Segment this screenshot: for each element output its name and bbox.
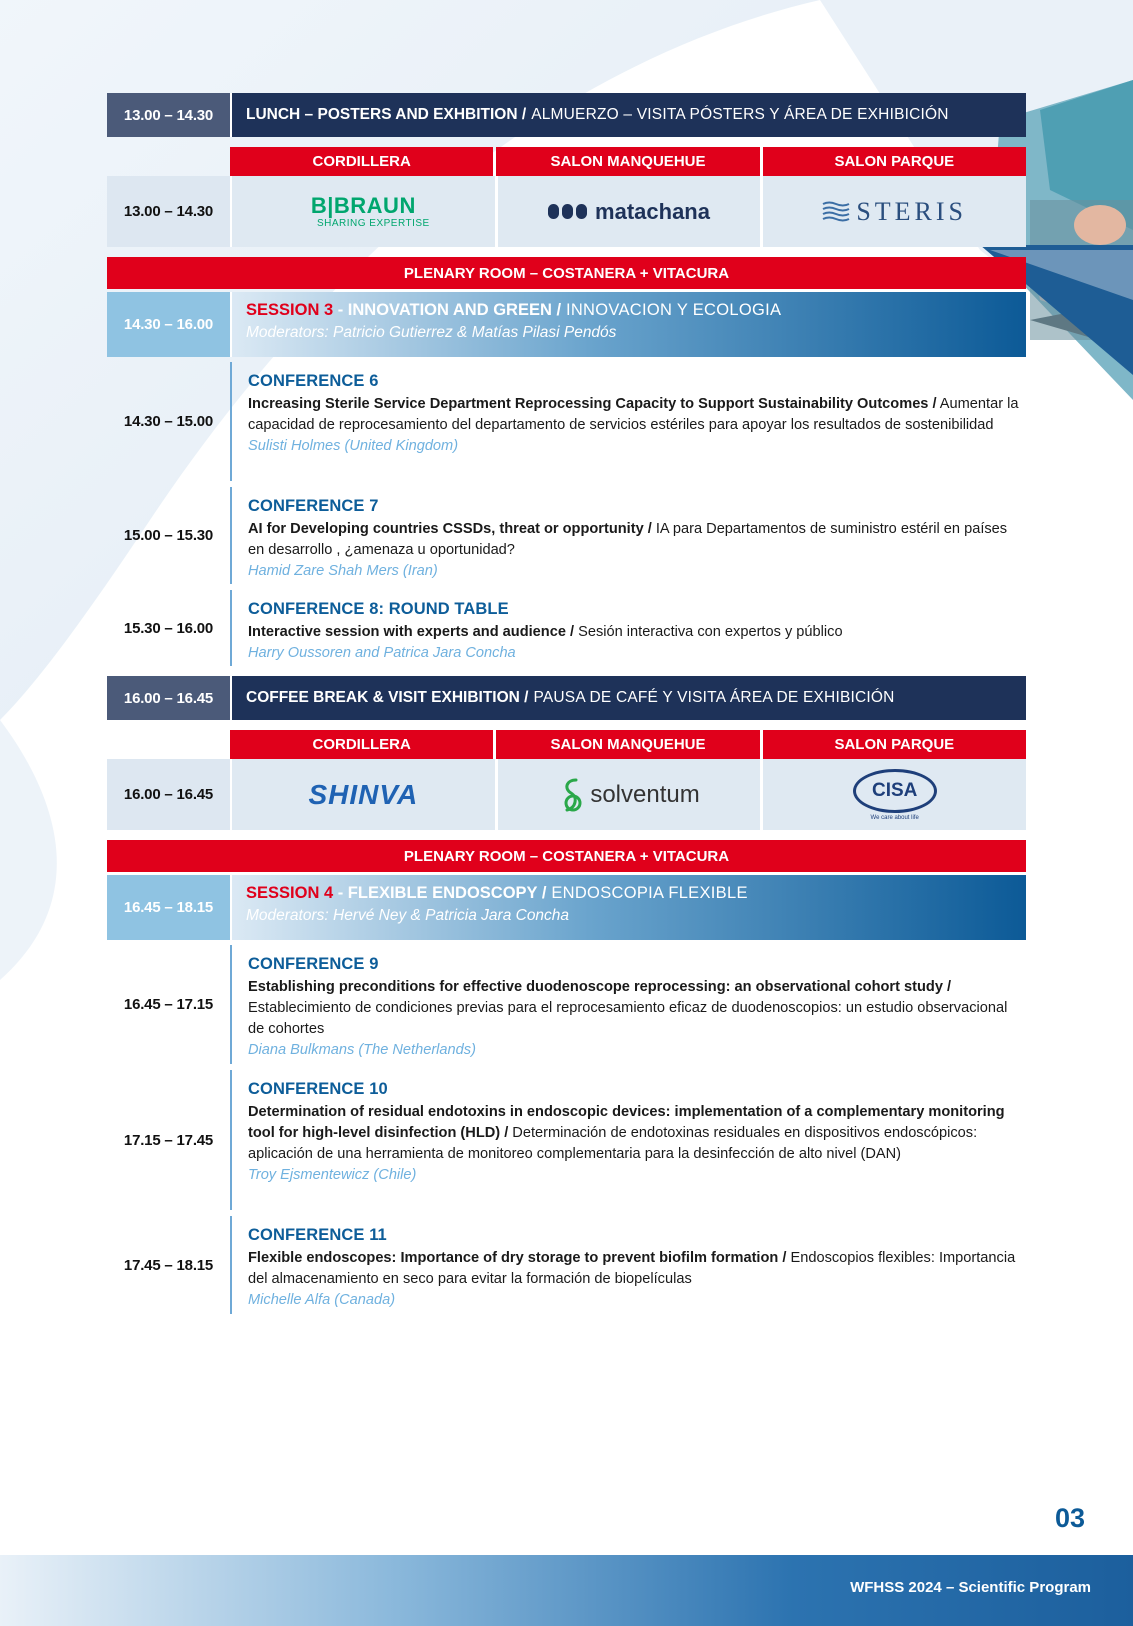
room-salon-manquehue: SALON MANQUEHUE — [496, 147, 759, 176]
conference-9-time: 16.45 – 17.15 — [123, 996, 214, 1013]
conference-7-title-en: AI for Developing countries CSSDs, threat or opportunity / — [248, 521, 652, 537]
session-3-title-en: - INNOVATION AND GREEN / — [333, 301, 562, 319]
conference-11-speaker: Michelle Alfa (Canada) — [248, 1292, 396, 1308]
footer-title: WFHSS 2024 – Scientific Program — [850, 1579, 1091, 1596]
conference-7-description — [248, 519, 1026, 561]
conference-8-title-es: Sesión interactiva con expertos y público — [574, 624, 843, 640]
conference-8-speaker: Harry Oussoren and Patrica Jara Concha — [248, 645, 516, 661]
conference-8 — [107, 590, 1026, 666]
conference-8-title-en: Interactive session with experts and audience / — [248, 624, 575, 640]
bbraun-logo-text: B|BRAUN — [310, 192, 416, 218]
solventum-s-icon — [558, 777, 584, 813]
schedule — [107, 93, 1026, 1320]
cisa-logo-text: CISA — [871, 779, 918, 801]
conference-6-title-en: Increasing Sterile Service Department Reprocessing Capacity to Support Sustainability Outcomes / — [248, 396, 937, 412]
session-4-time: 16.45 – 18.15 — [107, 875, 230, 940]
conference-6-description — [248, 394, 1026, 436]
lunch-title — [232, 93, 1026, 137]
conference-6-speaker: Sulisti Holmes (United Kingdom) — [248, 438, 459, 454]
conference-7-time: 15.00 – 15.30 — [123, 527, 214, 544]
coffee-break-band — [107, 676, 1026, 720]
conference-9-speaker: Diana Bulkmans (The Netherlands) — [248, 1042, 476, 1058]
lunch-time: 13.00 – 14.30 — [107, 93, 230, 137]
lunch-title-es: ALMUERZO – VISITA PÓSTERS Y ÁREA DE EXHIBICIÓN — [531, 106, 949, 123]
conference-11-time: 17.45 – 18.15 — [123, 1256, 214, 1274]
steris-logo-text: STERIS — [856, 196, 968, 226]
conference-7-speaker: Hamid Zare Shah Mers (Iran) — [248, 563, 438, 579]
session-3-title-es: INNOVACION Y ECOLOGIA — [561, 301, 782, 319]
conference-10-title-en: Determination of residual endotoxins in endoscopic devices: implementation of a complementary monitoring tool for high-level disinfection (HLD) / — [248, 1104, 1005, 1141]
room-cordillera: CORDILLERA — [230, 147, 493, 176]
conference-8-description — [248, 622, 1026, 643]
session-4-moderators: Moderators: Hervé Ney & Patricia Jara Concha — [246, 907, 570, 924]
session-4-title-es: ENDOSCOPIA FLEXIBLE — [546, 884, 748, 902]
conference-6-title-es: Aumentar la capacidad de reprocesamiento del departamento de servicios estériles para apoyar los resultados de sostenibilidad — [248, 396, 1019, 433]
matachana-logo — [498, 176, 761, 247]
session-4-title — [246, 884, 1026, 903]
shinva-logo-text: SHINVA — [308, 778, 419, 810]
coffee-title-en: COFFEE BREAK & VISIT EXHIBITION / — [246, 689, 529, 706]
session-3-band — [107, 292, 1026, 357]
rooms-sponsors-2 — [107, 759, 1026, 830]
coffee-title-es: PAUSA DE CAFÉ Y VISITA ÁREA DE EXHIBICIÓN — [533, 689, 895, 706]
conference-11-title: CONFERENCE 11 — [248, 1226, 387, 1244]
footer-bar — [0, 1555, 1133, 1626]
cisa-logo — [763, 759, 1026, 830]
session-4-number: SESSION 4 — [246, 884, 334, 902]
shinva-logo — [232, 759, 495, 830]
conference-6-title: CONFERENCE 6 — [248, 372, 379, 390]
conference-11-title-es: Endoscopios flexibles: Importancia del almacenamiento en seco para evitar la formación de biopelículas — [248, 1250, 1016, 1287]
rooms-header-2 — [107, 730, 1026, 759]
rooms1-time: 13.00 – 14.30 — [107, 176, 230, 247]
conference-10-title-es: Determinación de endotoxinas residuales en dispositivos endoscópicos: aplicación de una herramienta de monitoreo complementaria para la desinfección de alto nivel (DAN) — [248, 1125, 978, 1162]
conference-7 — [107, 487, 1026, 584]
conference-8-time: 15.30 – 16.00 — [123, 619, 214, 637]
coffee-time: 16.00 – 16.45 — [107, 676, 230, 720]
conference-11-title-en: Flexible endoscopes: Importance of dry storage to prevent biofilm formation / — [248, 1250, 787, 1266]
rooms-sponsors-1 — [107, 176, 1026, 247]
matachana-dots-icon — [548, 204, 587, 219]
lunch-title-en: LUNCH – POSTERS AND EXHBITION / — [246, 106, 527, 123]
solventum-logo — [498, 759, 761, 830]
room-salon-parque: SALON PARQUE — [763, 147, 1026, 176]
solventum-logo-text: solventum — [590, 780, 700, 808]
bbraun-logo — [232, 176, 495, 247]
conference-6 — [107, 362, 1026, 481]
plenary-room-banner-2: PLENARY ROOM – COSTANERA + VITACURA — [107, 840, 1026, 872]
room-cordillera-2: CORDILLERA — [230, 730, 493, 759]
conference-11-description — [248, 1248, 1026, 1290]
cisa-tagline: We care about life — [870, 814, 919, 821]
conference-10-speaker: Troy Ejsmentewicz (Chile) — [248, 1167, 417, 1183]
steris-waves-icon — [822, 201, 850, 223]
plenary-room-banner-1: PLENARY ROOM – COSTANERA + VITACURA — [107, 257, 1026, 289]
session-3-number: SESSION 3 — [246, 301, 334, 319]
conference-9-description — [248, 977, 1026, 1040]
conference-6-time: 14.30 – 15.00 — [123, 413, 214, 430]
conference-9 — [107, 945, 1026, 1064]
conference-10-title: CONFERENCE 10 — [248, 1080, 388, 1098]
session-3-title — [246, 301, 1026, 320]
conference-8-title: CONFERENCE 8: ROUND TABLE — [248, 600, 509, 618]
session-4-band — [107, 875, 1026, 940]
rooms2-time: 16.00 – 16.45 — [107, 759, 230, 830]
conference-10-description — [248, 1102, 1026, 1165]
conference-10-time: 17.15 – 17.45 — [123, 1131, 214, 1149]
conference-9-title: CONFERENCE 9 — [248, 955, 379, 973]
lunch-band — [107, 93, 1026, 137]
room-salon-parque-2: SALON PARQUE — [763, 730, 1026, 759]
coffee-title — [232, 676, 1026, 720]
conference-10 — [107, 1070, 1026, 1210]
session-4-title-en: - FLEXIBLE ENDOSCOPY / — [333, 884, 547, 902]
session-3-moderators: Moderators: Patricio Gutierrez & Matías Pilasi Pendós — [246, 324, 617, 341]
steris-logo — [763, 176, 1026, 247]
room-salon-manquehue-2: SALON MANQUEHUE — [496, 730, 759, 759]
session-3-time: 14.30 – 16.00 — [107, 292, 230, 357]
conference-7-title: CONFERENCE 7 — [248, 497, 379, 515]
matachana-logo-text: matachana — [595, 198, 710, 224]
bbraun-logo-tagline: SHARING EXPERTISE — [316, 217, 430, 229]
conference-9-title-es: Establecimiento de condiciones previas para el reprocesamiento eficaz de duodenoscopios: un estudio observacional de cohortes — [248, 1000, 1008, 1037]
page-number: 03 — [1055, 1503, 1086, 1533]
conference-9-title-en: Establishing preconditions for effective duodenoscope reprocessing: an observational cohort study / — [248, 979, 952, 995]
conference-7-title-es: IA para Departamentos de suministro estéril en países en desarrollo , ¿amenaza u oportunidad? — [248, 521, 1008, 558]
rooms-header-1 — [107, 147, 1026, 176]
conference-11 — [107, 1216, 1026, 1314]
